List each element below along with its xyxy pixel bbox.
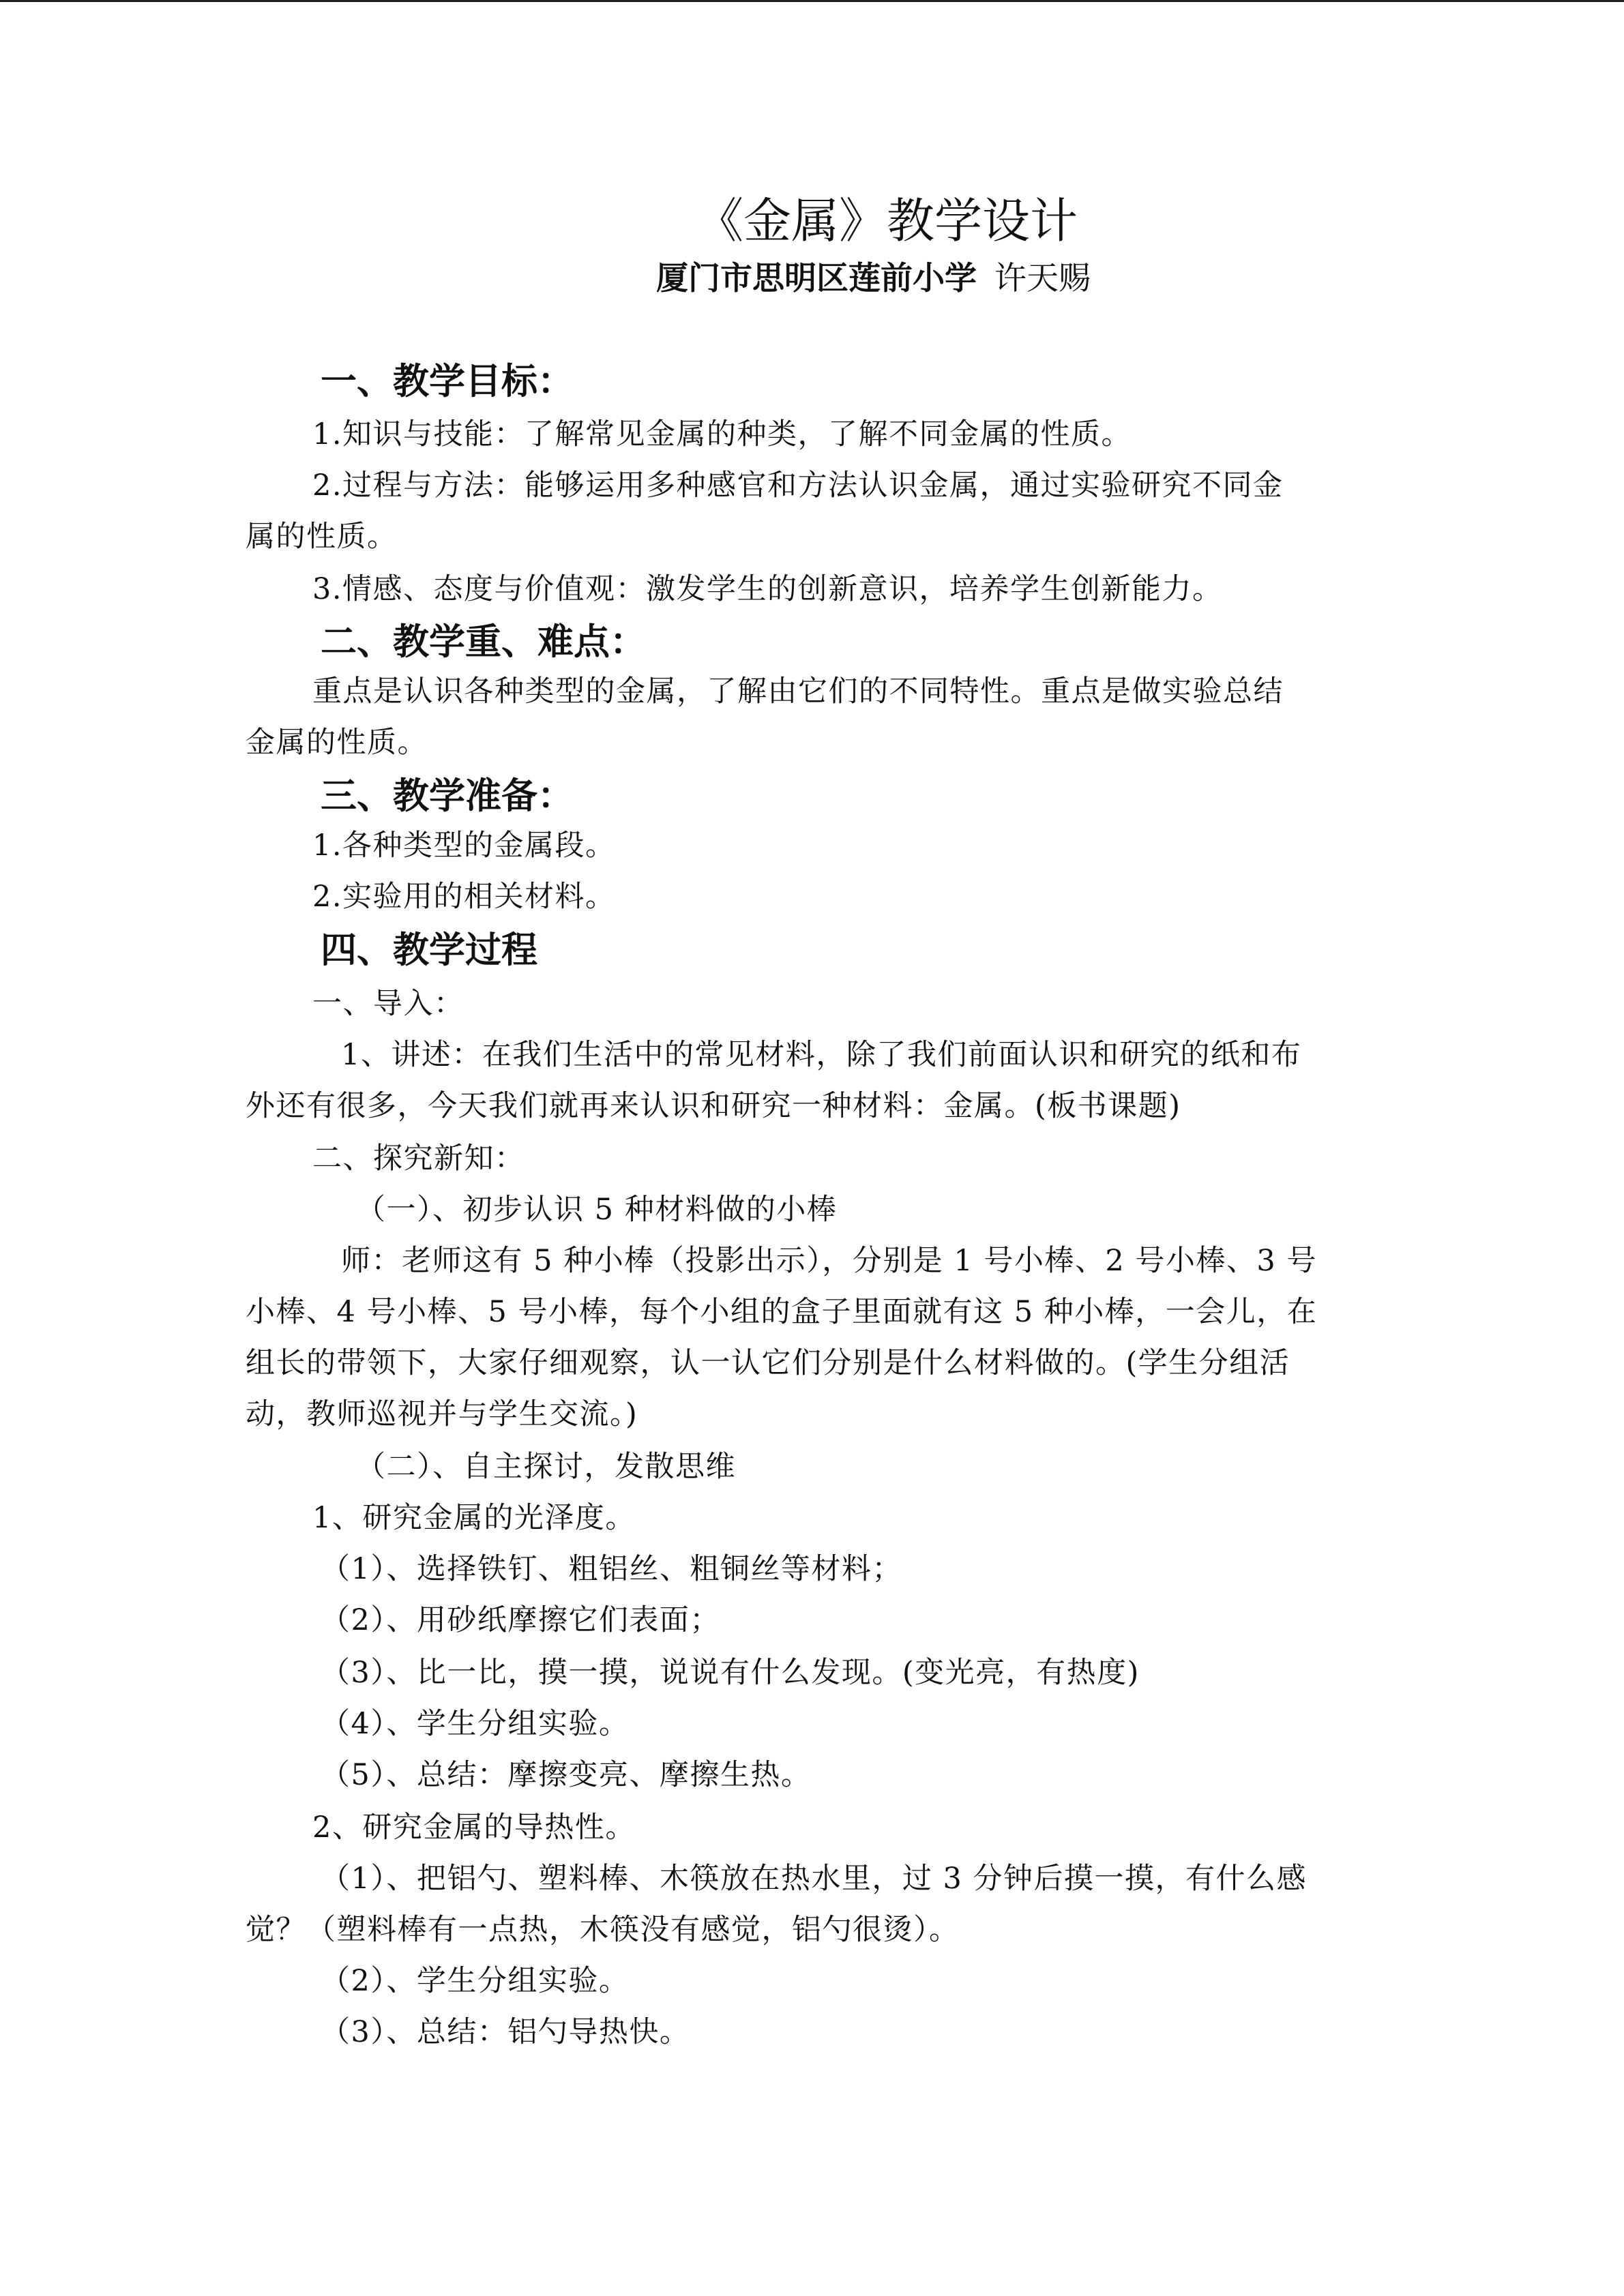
- objectives-item-2-line-2: 属的性质。: [246, 520, 398, 554]
- heat-step-3: （3）、总结：铝勺导热快。: [321, 2015, 690, 2049]
- key-points-heading: 二、教学重、难点：: [321, 621, 646, 663]
- explore-heading: 二、探究新知：: [312, 1142, 525, 1176]
- luster-step-2: （2）、用砂纸摩擦它们表面；: [321, 1603, 720, 1637]
- author-school: 厦门市思明区莲前小学: [656, 260, 977, 297]
- part-1-line-4: 动，教师巡视并与学生交流。): [246, 1397, 638, 1431]
- key-points-line-2: 金属的性质。: [246, 726, 428, 760]
- intro-line-2: 外还有很多，今天我们就再来认识和研究一种材料：金属。(板书课题): [246, 1089, 1181, 1123]
- heat-heading: 2、研究金属的导热性。: [312, 1810, 636, 1845]
- intro-heading: 一、导入：: [312, 987, 464, 1021]
- luster-step-4: （4）、学生分组实验。: [321, 1707, 630, 1741]
- page-top-border: [0, 0, 1624, 2]
- document-title: 《金属》教学设计: [696, 193, 1078, 249]
- key-points-line-1: 重点是认识各种类型的金属，了解由它们的不同特性。重点是做实验总结: [312, 674, 1284, 709]
- objectives-item-2-line-1: 2.过程与方法：能够运用多种感官和方法认识金属，通过实验研究不同金: [312, 468, 1284, 503]
- objectives-heading: 一、教学目标：: [321, 361, 574, 402]
- heat-step-1-line-2: 觉？（塑料棒有一点热，木筷没有感觉，铝勺很烫）。: [246, 1913, 960, 1947]
- luster-step-3: （3）、比一比，摸一摸，说说有什么发现。(变光亮，有热度): [321, 1656, 1140, 1690]
- preparation-item-1: 1.各种类型的金属段。: [312, 829, 616, 863]
- luster-step-5: （5）、总结：摩擦变亮、摩擦生热。: [321, 1758, 812, 1792]
- preparation-item-2: 2.实验用的相关材料。: [312, 880, 616, 914]
- heat-step-2: （2）、学生分组实验。: [321, 1964, 630, 1998]
- luster-heading: 1、研究金属的光泽度。: [312, 1501, 636, 1535]
- part-1-line-2: 小棒、4 号小棒、5 号小棒，每个小组的盒子里面就有这 5 种小棒，一会儿，在: [246, 1295, 1318, 1329]
- part-1-line-3: 组长的带领下，大家仔细观察，认一认它们分别是什么材料做的。(学生分组活: [246, 1346, 1290, 1380]
- document-author: [656, 255, 1091, 303]
- objectives-item-1: 1.知识与技能：了解常见金属的种类，了解不同金属的性质。: [312, 417, 1132, 451]
- author-name: 许天赐: [994, 260, 1091, 297]
- objectives-item-3: 3.情感、态度与价值观：激发学生的创新意识，培养学生创新能力。: [312, 572, 1223, 606]
- intro-line-1: 1、讲述：在我们生活中的常见材料，除了我们前面认识和研究的纸和布: [341, 1038, 1302, 1072]
- part-2-heading: （二）、自主探讨，发散思维: [356, 1450, 736, 1484]
- heat-step-1-line-1: （1）、把铝勺、塑料棒、木筷放在热水里，过 3 分钟后摸一摸，有什么感: [321, 1862, 1308, 1896]
- part-1-line-1: 师：老师这有 5 种小棒（投影出示），分别是 1 号小棒、2 号小棒、3 号: [341, 1244, 1317, 1278]
- part-1-heading: （一）、初步认识 5 种材料做的小棒: [356, 1193, 838, 1227]
- preparation-heading: 三、教学准备：: [321, 775, 574, 817]
- luster-step-1: （1）、选择铁钉、粗铝丝、粗铜丝等材料；: [321, 1552, 902, 1586]
- process-heading: 四、教学过程: [321, 929, 537, 971]
